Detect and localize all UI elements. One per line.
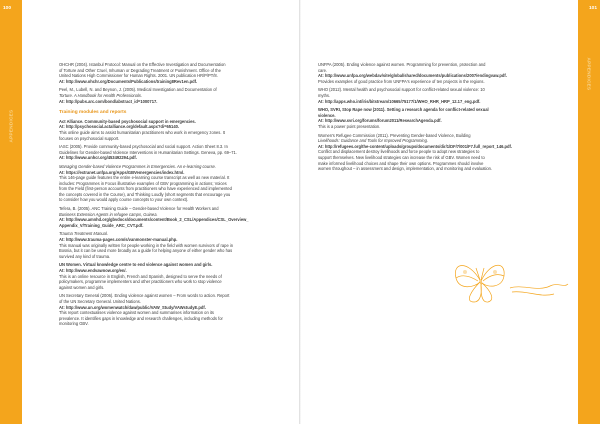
text-line: violence. xyxy=(318,112,336,118)
text-line: make informed livelihood choices and shape their own options. Programmes should involve xyxy=(318,160,484,166)
text-line: This online guide aims to assist humanitarian practitioners who work in emergency zones. It xyxy=(59,129,225,135)
reference-link[interactable]: At: https://extranet.unfpa.org/Apps/GBVemergencies/index.html. xyxy=(59,169,185,175)
reference-link[interactable]: At: http://www.ohchr.org/Documents/Publications/training8Rev1en.pdf. xyxy=(59,78,198,84)
text-line: includes: Programmes in Focus illustrative examples of GBV programming in actions; Voices xyxy=(59,180,227,186)
left-page-column xyxy=(59,62,277,330)
text-line: Trauma Treatment Manual. xyxy=(59,231,108,237)
reference-entry xyxy=(318,87,540,104)
text-line: women throughout – in assessment and design, implementation, and monitoring and evaluation. xyxy=(318,166,493,172)
text-line: Guidelines for Gender-based Violence Interventions in Humanitarian Settings. Geneva, pp. 69–71. xyxy=(59,149,237,155)
right-page-number: 101 xyxy=(588,6,597,11)
text-line: the concepts covered in the Course), and Thinking Loudly (short segments that encourage you xyxy=(59,191,231,197)
reference-link[interactable]: At: http://www.endvawnow.org/en/. xyxy=(59,268,127,273)
text-line: Business Extension Agents in refugee camps, Guinea. xyxy=(59,211,158,217)
text-line: from the Field (first-person accounts from practitioners who have experienced and implemented xyxy=(59,186,232,192)
text-line: prevalence. It identifies gaps in knowledge and research challenges, including methods for xyxy=(59,315,223,321)
text-line: Bosnia, but it can be used more broadly as a guide for helping anyone of either gender who has xyxy=(59,248,233,254)
reference-entry xyxy=(318,62,540,84)
text-line: UN Women. Virtual knowledge centre to end violence against women and girls. xyxy=(59,262,213,268)
reference-link[interactable]: At: http://www.svri.org/forums/forum2011/ResearchAgenda.pdf. xyxy=(318,118,442,124)
text-line: Managing Gender-based Violence Programmes in Emergencies. An e-learning course. xyxy=(59,163,216,169)
text-line: OHCHR (2004). Istanbul Protocol: Manual on the Effective Investigation and Documentation xyxy=(59,62,226,67)
reference-link[interactable]: At: http://www.trauma-pages.com/s/vanmonster-manual.php. xyxy=(59,237,178,243)
text-line: policymakers, programme implementers and other practitioners who work to stop violence xyxy=(59,279,222,285)
text-line: myths. xyxy=(318,92,331,98)
reference-entry xyxy=(59,293,277,327)
reference-link[interactable]: At: http://apps.who.int/iris/bitstream/10665/75177/1/WHO_RHR_HRP_12.17_eng.pdf. xyxy=(318,98,481,104)
reference-link[interactable]: Appendix_V/Training_Guide_ARC_CVT.pdf. xyxy=(59,222,144,228)
reference-entry xyxy=(59,164,277,203)
text-line: United Nations High Commissioner for Human Rights. 2001. UN publication HR/P/PT/8. xyxy=(59,73,218,79)
text-line: Peel, M., Lubell, N. and Beynon, J. (2005). Medical Investigation and Documentation of xyxy=(59,87,217,93)
text-line: care. xyxy=(318,67,328,73)
page-gutter xyxy=(299,0,301,424)
text-line: Torture. A Handbook for Health Professionals. xyxy=(59,92,143,98)
text-line: support themselves. New livelihood strategies can increase the risk of GBV. Women need to xyxy=(318,154,485,160)
text-line: UN Secretary General (2006). Ending violence against women – From words to action. Report xyxy=(59,293,230,299)
reference-entry xyxy=(318,107,540,129)
text-line: WHO, SVRI, Stop Rape now (2011). Setting a research agenda for conflict-related sexual xyxy=(318,107,489,113)
reference-link[interactable]: At: http://www.unhcr.org/453492294.pdf. xyxy=(59,155,137,161)
text-line: survived any kind of trauma. xyxy=(59,253,111,259)
butterfly-illustration xyxy=(450,240,570,310)
reference-link[interactable]: At: http://refugees.org/the-content/uploads/groups/documents/dir/1/DF/7/001/F7.full_report_146.pdf. xyxy=(318,143,513,149)
reference-link[interactable]: At: http://www.amnhd.org/gbvdocs/documents/content/Book_2_CSL/Appendices/CSL_Overview_ xyxy=(59,217,249,223)
text-line: Tefera, B. (2005). ANC Training Guide – Gender-based Violence for Health Workers and xyxy=(59,206,219,212)
reference-entry xyxy=(59,231,277,259)
left-page-number: 100 xyxy=(3,6,12,11)
text-line: monitoring GBV. xyxy=(59,321,89,327)
section-heading: Training modules and reports xyxy=(59,110,127,116)
reference-entry xyxy=(59,262,277,290)
text-line: This is a power point presentation. xyxy=(318,123,381,129)
reference-entry xyxy=(59,119,277,141)
text-line: This is an online resource in English, French and Spanish, designed to serve the needs of xyxy=(59,273,222,279)
text-line: This manual was originally written for people working in the field with women survivors of rape in xyxy=(59,242,234,248)
reference-link[interactable]: At: http://pubs.arc.com/bond/abstract_id=1000717. xyxy=(59,98,158,104)
text-line: UNFPA (2005). Ending violence against women. Programming for prevention, protection and xyxy=(318,62,486,67)
left-side-label: APPENDICES xyxy=(8,109,14,143)
right-side-label: APPENDICES xyxy=(586,57,592,91)
text-line: against women and girls. xyxy=(59,284,105,290)
text-line: This report contextualises violence against women and summarises information on its xyxy=(59,310,214,316)
text-line: Women's Refugee Commission (2011). Preventing Gender-based Violence, Building xyxy=(318,132,471,138)
text-line: Act Alliance. Community-based psychosocial support in emergencies. xyxy=(59,118,196,124)
left-accent-bar xyxy=(0,0,22,424)
text-line: of the UN Secretary General. United Nations. xyxy=(59,298,141,304)
text-line: of Torture and Other Cruel, Inhuman or Degrading Treatment or Punishment. Office of the xyxy=(59,67,221,73)
text-line: to consider how you would apply course concepts to your own context). xyxy=(59,197,189,203)
reference-link[interactable]: At: http://psychosocial.actalliance.org/default.aspx?di=65140. xyxy=(59,124,180,130)
reference-entry xyxy=(59,62,277,84)
text-line: Provides examples of good practice from UNFPA's experience of ten projects in the regions. xyxy=(318,78,485,84)
reference-link[interactable]: At: http://www.un.org/womenwatch/daw/public/VAW_Study/VAWstudyE.pdf. xyxy=(59,304,206,310)
text-line: Conflict and displacement destroy livelihoods and force people to adopt new strategies to xyxy=(318,149,480,155)
text-line: WHO (2012). Mental health and psychosocial support for conflict-related sexual violence: 10 xyxy=(318,87,485,93)
text-line: Livelihoods: Guidance and Tools for Improved Programming. xyxy=(318,138,428,144)
reference-entry xyxy=(318,133,540,172)
reference-entry xyxy=(59,87,277,104)
reference-entry xyxy=(59,144,277,161)
text-line: focuses on psychosocial support. xyxy=(59,135,120,141)
right-page-column xyxy=(318,62,540,175)
text-line: IASC (2005). Provide community-based psychosocial and social support. Action Sheet 8.3. In xyxy=(59,144,228,150)
reference-entry xyxy=(59,206,277,228)
text-line: This 146-page guide features the entire e-learning course transcript as well as new material. It xyxy=(59,175,230,181)
reference-link[interactable]: At: http://www.unfpa.org/webdav/site/global/shared/documents/publications/2007/endingvaw.pdf. xyxy=(318,73,507,79)
